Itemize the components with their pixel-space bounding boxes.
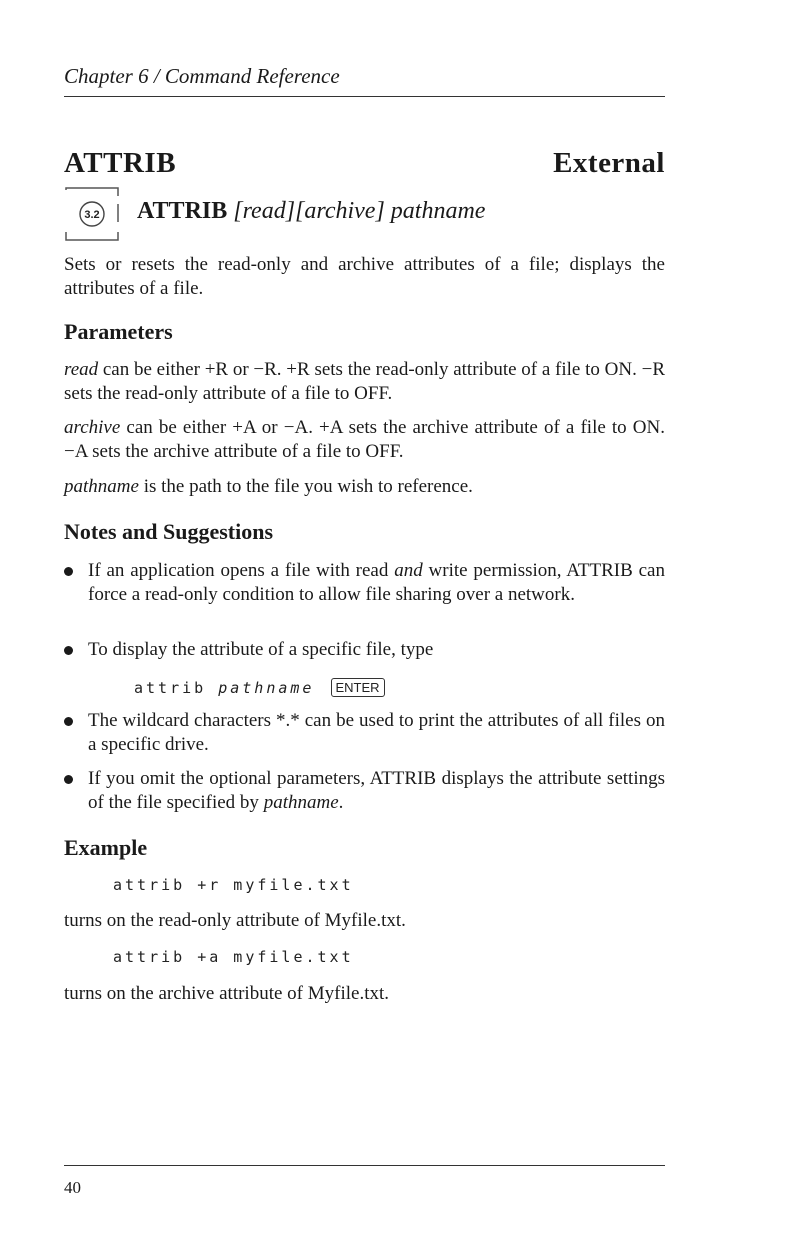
note-text: To display the attribute of a specific file, type — [88, 639, 434, 660]
note-text: . — [338, 792, 344, 813]
example-code-1: attrib +r myfile.txt — [113, 876, 354, 894]
note-text: write permission, ATTRIB can force a read-only condition to allow file sharing over a network. — [88, 560, 665, 605]
command-type: External — [553, 147, 665, 179]
param-term: archive — [64, 417, 121, 438]
command-syntax — [137, 198, 485, 225]
param-text: is the path to the file you wish to reference. — [138, 476, 473, 497]
param-term: pathname — [64, 476, 139, 497]
enter-key-icon: ENTER — [331, 678, 385, 697]
example-heading: Example — [64, 835, 148, 860]
param-text: can be either +A or −A. +A sets the archive attribute of a file to ON. −A sets the archive attribute of a file to OFF. — [64, 417, 665, 462]
footer-rule — [64, 1165, 665, 1166]
bullet-icon — [64, 567, 73, 576]
notes-heading: Notes and Suggestions — [64, 519, 274, 544]
note-text: The wildcard characters *.* can be used to print the attributes of all files on a specific drive. — [88, 710, 665, 755]
bullet-icon — [64, 775, 73, 784]
note-item — [64, 559, 665, 631]
note-item — [64, 638, 665, 662]
param-text: can be either +R or −R. +R sets the read-only attribute of a file to ON. −R sets the read-only attribute of a file to OFF. — [64, 359, 665, 404]
page-number: 40 — [64, 1178, 81, 1197]
example-description-1: turns on the read-only attribute of Myfile.txt. — [64, 910, 406, 931]
version-badge-icon — [64, 186, 120, 242]
note-text: If you omit the optional parameters, ATTRIB displays the attribute settings of the file specified by — [88, 768, 665, 813]
command-title: ATTRIB — [64, 147, 177, 179]
example-code-2: attrib +a myfile.txt — [113, 948, 354, 966]
code-command: attrib — [134, 679, 207, 697]
note-item — [64, 709, 665, 757]
code-example-syntax — [134, 678, 385, 697]
note-emphasis: pathname — [263, 792, 339, 813]
bullet-icon — [64, 717, 73, 726]
parameters-heading: Parameters — [64, 319, 173, 344]
syntax-args: [read][archive] pathname — [233, 198, 486, 224]
syntax-keyword: ATTRIB — [137, 198, 228, 224]
param-archive — [64, 416, 665, 464]
note-item — [64, 767, 665, 815]
bullet-icon — [64, 646, 73, 655]
header-rule — [64, 96, 665, 97]
param-read — [64, 358, 665, 406]
command-description: Sets or resets the read-only and archive attributes of a file; displays the attributes of a file. — [64, 254, 665, 299]
param-pathname — [64, 475, 665, 499]
running-head: Chapter 6 / Command Reference — [64, 64, 340, 88]
version-badge-label: 3.2 — [84, 209, 100, 221]
param-term: read — [64, 359, 99, 380]
example-description-2: turns on the archive attribute of Myfile.txt. — [64, 983, 390, 1004]
note-text: If an application opens a file with read — [88, 560, 395, 581]
code-argument: pathname — [218, 679, 315, 697]
note-emphasis: and — [394, 560, 423, 581]
